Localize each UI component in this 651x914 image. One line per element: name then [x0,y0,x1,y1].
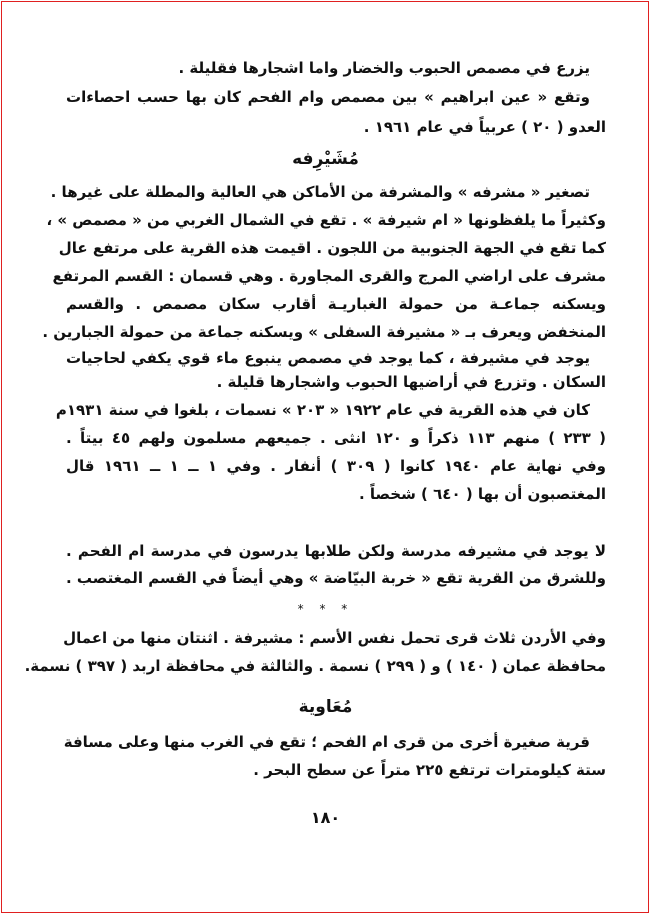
text-line: العدو ( ٢٠ ) عربياً في عام ١٩٦١ . [363,118,606,136]
text-line: وفي نهاية عام ١٩٤٠ كانوا ( ٣٠٩ ) أنفار . وفي ١ ــ ١ ــ ١٩٦١ قال [66,457,606,475]
text-line: يزرع في مصمص الحبوب والخضار واما اشجارها فقليلة . [178,59,590,77]
text-line: السكان . وتزرع في أراضيها الحبوب واشجارها قليلة . [216,373,606,391]
text-line: كما تقع في الجهة الجنوبية من اللجون . اقيمت هذه القرية على مرتفع عال [58,239,606,257]
text-line: وفي الأردن ثلاث قرى تحمل نفس الأسم : مشيرفة . اثنتان منها من اعمال [63,629,606,647]
text-line: كان في هذه القرية في عام ١٩٢٢ « ٢٠٣ » نسمات ، بلغوا في سنة ١٩٣١م [55,401,590,419]
text-line: مشرف على اراضي المرج والقرى المجاورة . وهي قسمان : القسم المرتفع [52,267,606,285]
text-line: ستة كيلومترات ترتفع ٢٢٥ متراً عن سطح البحر . [253,761,606,779]
text-line: المنخفض ويعرف بـ « مشيرفة السفلى » ويسكنه جماعة من حمولة الجبارين . [42,323,606,341]
text-line: ( ٢٣٣ ) منهم ١١٣ ذكراً و ١٢٠ انثى . جميعهم مسلمون ولهم ٤٥ بيتاً . [66,429,607,447]
text-line: وتقع « عين ابراهيم » بين مصمص وام الفحم كان بها حسب احصاءات [66,88,590,106]
section-heading-muawiya: مُعَاوية [298,697,353,717]
section-heading-mushayrifa: مُشَيْرِفه [292,149,359,169]
text-line: يوجد في مشيرفة ، كما يوجد في مصمص ينبوع ماء قوي يكفي لحاجيات [66,349,590,367]
text-line: لا يوجد في مشيرفه مدرسة ولكن طلابها يدرسون في مدرسة ام الفحم . [66,542,606,560]
text-line: قرية صغيرة أخرى من قرى ام الفحم ؛ تقع في الغرب منها وعلى مسافة [63,733,590,751]
text-line: المغتصبون أن بها ( ٦٤٠ ) شخصاً . [358,485,606,503]
text-line: وكثيراً ما يلفظونها « ام شيرفة » . تقع في الشمال الغربي من « مصمص » ، [46,211,606,229]
text-line: تصغير « مشرفه » والمشرفة من الأماكن هي العالية والمطلة على غيرها . [50,183,590,201]
text-line: محافظة عمان ( ١٤٠ ) و ( ٢٩٩ ) نسمة . والثالثة في محافظة اربد ( ٣٩٧ ) نسمة. [24,657,606,675]
page-number: ١٨٠ [310,808,341,827]
section-separator: * * * [297,602,354,616]
text-line: ويسكنه جماعـة من حمولة الغباريـة أقارب سكان مصمص . والقسم [66,295,606,313]
text-line: وللشرق من القرية تقع « خربة البيّاضة » وهي أيضاً في القسم المغتصب . [65,569,606,587]
